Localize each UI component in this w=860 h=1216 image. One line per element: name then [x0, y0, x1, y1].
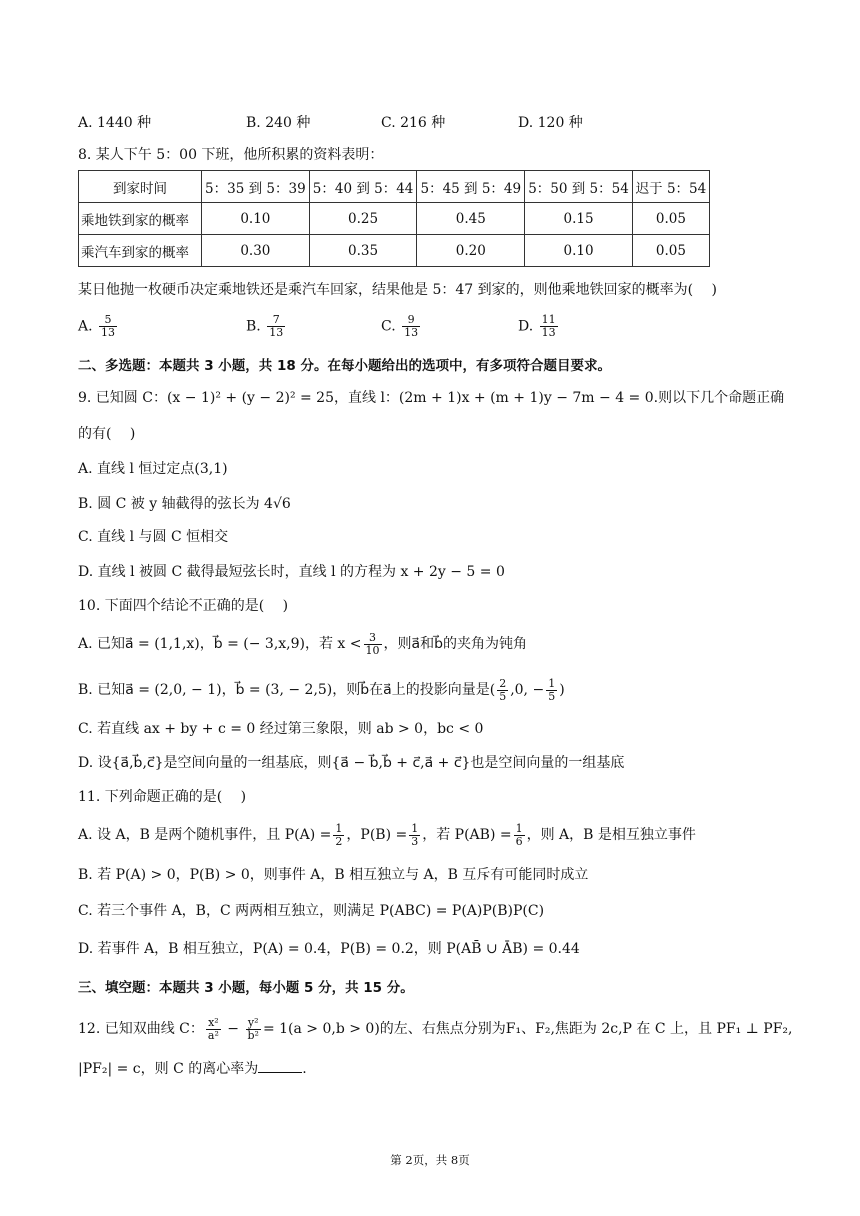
q11-option-d: D. 若事件 A，B 相互独立，P(A) = 0.4，P(B) = 0.2，则 P(AB̄ ∪ ĀB) = 0.44 — [78, 941, 580, 957]
text: . — [302, 1061, 307, 1077]
table-cell: 0.45 — [417, 203, 525, 235]
denominator: 5 — [499, 689, 507, 703]
fraction — [364, 632, 382, 657]
table-cell: 0.15 — [525, 203, 633, 235]
q11-option-a — [78, 820, 696, 850]
denominator: b² — [247, 1028, 259, 1042]
text: B. 已知a⃗ = (2,0, − 1)，b⃗ = (3, − 2,5)，则b⃗在a⃗上的投影向量是( — [78, 682, 496, 698]
q10-option-c: C. 若直线 ax + by + c = 0 经过第三象限，则 ab > 0，bc < 0 — [78, 721, 484, 737]
q9-option-d: D. 直线 l 被圆 C 截得最短弦长时，直线 l 的方程为 x + 2y − 5 = 0 — [78, 564, 505, 580]
q11-stem: 11. 下列命题正确的是( ) — [78, 789, 247, 805]
denominator: 3 — [411, 834, 419, 848]
fraction — [409, 823, 420, 848]
numerator: 5 — [99, 314, 117, 327]
table-cell: 0.10 — [202, 203, 310, 235]
text: − — [222, 1021, 244, 1037]
table-header-cell: 5：35 到 5：39 — [202, 171, 310, 203]
q9-option-b: B. 圆 C 被 y 轴截得的弦长为 4√6 — [78, 496, 291, 512]
fraction — [546, 678, 557, 703]
table-header-cell: 迟于 5：54 — [632, 171, 709, 203]
numerator: 2 — [499, 676, 507, 690]
q12-line2 — [78, 1058, 307, 1079]
denominator: 5 — [548, 689, 556, 703]
q9-option-a: A. 直线 l 恒过定点(3,1) — [78, 461, 228, 477]
text: A. 设 A，B 是两个随机事件，且 P(A) = — [78, 827, 332, 843]
text: ，若 P(AB) = — [422, 827, 512, 843]
q11-option-c: C. 若三个事件 A，B，C 两两相互独立，则满足 P(ABC) = P(A)P(B)P(C) — [78, 903, 545, 919]
text: ，P(B) = — [346, 827, 408, 843]
denominator: 2 — [335, 834, 343, 848]
section-heading-2: 二、多选题：本题共 3 小题，共 18 分。在每小题给出的选项中，有多项符合题目要求。 — [78, 358, 611, 374]
text: ，则 A，B 是相互独立事件 — [526, 827, 696, 843]
q7-option-d: D. 120 种 — [518, 115, 583, 131]
table-header-cell: 到家时间 — [79, 171, 202, 203]
q7-option-c: C. 216 种 — [381, 115, 446, 131]
text: |PF₂| = c，则 C 的离心率为 — [78, 1061, 259, 1077]
table-header-cell: 5：45 到 5：49 — [417, 171, 525, 203]
table-cell: 0.25 — [309, 203, 417, 235]
numerator: 9 — [402, 314, 420, 327]
numerator: 7 — [267, 314, 285, 327]
q8-table — [78, 170, 710, 267]
answer-blank[interactable] — [258, 1058, 302, 1073]
table-cell: 乘地铁到家的概率 — [79, 203, 202, 235]
fraction — [246, 1017, 261, 1042]
q8-option-c — [381, 314, 422, 339]
q7-option-a: A. 1440 种 — [78, 115, 152, 131]
text: 12. 已知双曲线 C： — [78, 1021, 204, 1037]
fraction — [267, 314, 285, 339]
fraction — [402, 314, 420, 339]
table-row — [79, 235, 710, 267]
table-cell: 0.20 — [417, 235, 525, 267]
q10-option-b — [78, 675, 565, 705]
denominator: 13 — [101, 326, 116, 339]
q10-option-a — [78, 629, 527, 659]
fraction — [333, 823, 344, 848]
fraction — [99, 314, 117, 339]
table-header-cell: 5：50 到 5：54 — [525, 171, 633, 203]
numerator: 11 — [541, 313, 556, 326]
table-cell: 0.30 — [202, 235, 310, 267]
q9-stem-line1: 9. 已知圆 C：(x − 1)² + (y − 2)² = 25，直线 l：(2m + 1)x + (m + 1)y − 7m − 4 = 0.则以下几个命题正确 — [78, 390, 785, 406]
q11-option-b: B. 若 P(A) > 0，P(B) > 0，则事件 A，B 相互独立与 A，B 互斥有可能同时成立 — [78, 867, 589, 883]
fraction — [514, 823, 525, 848]
numerator: 3 — [364, 632, 382, 645]
q8-option-d — [518, 314, 560, 339]
option-label: D. — [518, 318, 534, 335]
section-heading-3: 三、填空题：本题共 3 小题，每小题 5 分，共 15 分。 — [78, 980, 414, 996]
numerator: 1 — [335, 821, 343, 835]
option-label: B. — [246, 318, 261, 335]
option-label: C. — [381, 318, 396, 335]
q9-stem-line2: 的有( ) — [78, 426, 136, 442]
table-cell: 0.05 — [632, 203, 709, 235]
denominator: a² — [207, 1028, 219, 1042]
numerator: 1 — [548, 676, 556, 690]
table-cell: 乘汽车到家的概率 — [79, 235, 202, 267]
q8-stem: 8. 某人下午 5：00 下班，他所积累的资料表明： — [78, 147, 384, 163]
numerator: x² — [206, 1017, 221, 1030]
text: = 1(a > 0,b > 0)的左、右焦点分别为F₁、F₂,焦距为 2c,P 在 C 上，且 PF₁ ⊥ PF₂, — [262, 1021, 793, 1037]
fraction — [540, 314, 558, 339]
table-cell: 0.35 — [309, 235, 417, 267]
q10-option-d: D. 设{a⃗,b⃗,c⃗}是空间向量的一组基底，则{a⃗ − b⃗,b⃗ + c⃗,a⃗ + c⃗}也是空间向量的一组基底 — [78, 755, 625, 771]
denominator: 6 — [515, 834, 523, 848]
q8-option-b — [246, 314, 287, 339]
table-cell: 0.10 — [525, 235, 633, 267]
q7-options — [78, 112, 798, 138]
table-header-cell: 5：40 到 5：44 — [309, 171, 417, 203]
q12-line1 — [78, 1014, 793, 1044]
q8-after-text: 某日他抛一枚硬币决定乘地铁还是乘汽车回家，结果他是 5：47 到家的，则他乘地铁回家的概率为( ) — [78, 282, 717, 298]
table-header-row — [79, 171, 710, 203]
table-cell: 0.05 — [632, 235, 709, 267]
q9-option-c: C. 直线 l 与圆 C 恒相交 — [78, 529, 229, 545]
fraction — [206, 1017, 221, 1042]
q8-option-a — [78, 314, 119, 339]
q10-stem: 10. 下面四个结论不正确的是( ) — [78, 598, 289, 614]
text: ，则a⃗和b⃗的夹角为钝角 — [383, 636, 527, 652]
q8-options — [78, 314, 798, 348]
q7-option-b: B. 240 种 — [246, 115, 311, 131]
fraction — [497, 678, 508, 703]
text: ,0, − — [510, 682, 545, 698]
numerator: y² — [246, 1017, 261, 1030]
option-label: A. — [78, 318, 93, 335]
text: ) — [559, 682, 565, 698]
table-row — [79, 203, 710, 235]
denominator: 10 — [365, 643, 380, 657]
denominator: 13 — [541, 326, 556, 339]
text: A. 已知a⃗ = (1,1,x)，b⃗ = (− 3,x,9)，若 x < — [78, 636, 362, 652]
numerator: 1 — [411, 821, 419, 835]
page-footer: 第 2页，共 8页 — [390, 1153, 470, 1167]
denominator: 13 — [269, 326, 284, 339]
denominator: 13 — [404, 326, 419, 339]
numerator: 1 — [515, 821, 523, 835]
